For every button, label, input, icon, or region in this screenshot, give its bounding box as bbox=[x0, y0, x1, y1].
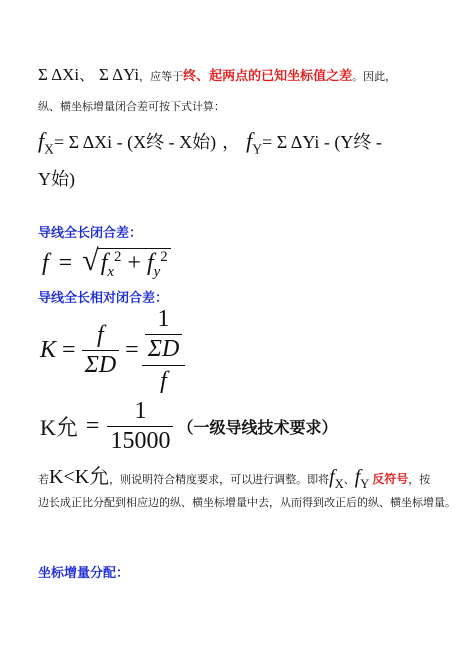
fy-symbol-inline: $f_Y$ bbox=[354, 466, 370, 491]
compound-denominator bbox=[145, 334, 183, 395]
fx-symbol: $f_X$ bbox=[38, 128, 54, 157]
sum-delta-x: Σ ΔXi bbox=[38, 65, 80, 84]
fx-rhs: = Σ ΔXi - (X终 - X始) bbox=[53, 132, 217, 152]
fraction-numerator: 1 bbox=[134, 398, 147, 424]
equals-sign-2: = bbox=[125, 337, 139, 363]
formula-separator: ， bbox=[222, 132, 241, 153]
sqrt-body bbox=[98, 248, 171, 281]
k-allowed-symbol: K允 bbox=[40, 415, 78, 440]
sqrt-sign: √ bbox=[82, 244, 99, 277]
fraction-f-over-sumd bbox=[82, 322, 120, 379]
adjust-paragraph-line-2: 边长成正比分配到相应边的纵、横坐标增量中去，从而得到改正后的纵、横坐标增量。 bbox=[38, 496, 456, 509]
formula-continuation: Y始) bbox=[38, 169, 75, 189]
inner-denominator: f bbox=[142, 365, 186, 395]
intro-text: ，应等于 bbox=[139, 70, 184, 83]
fraction-denominator: ΣD bbox=[82, 350, 120, 379]
equals-sign: = bbox=[62, 337, 76, 363]
fy-squared: $f_y^2$ bbox=[146, 249, 168, 280]
inner-numerator: ΣD bbox=[147, 336, 180, 362]
formula-total-error bbox=[42, 244, 171, 284]
fy-symbol: $f_Y$ bbox=[246, 128, 263, 157]
formula-relative-error bbox=[40, 306, 182, 395]
reverse-sign-highlight: 反符号 bbox=[372, 472, 409, 486]
inline-separator: 、 bbox=[343, 473, 355, 486]
heading-increment-distribution: 坐标增量分配： bbox=[38, 566, 130, 581]
fraction-numerator-one: 1 bbox=[157, 306, 170, 332]
fraction-one-over-15000 bbox=[107, 398, 173, 455]
plus-sign: + bbox=[127, 250, 141, 276]
formula-closure-x-y bbox=[38, 128, 382, 157]
fy-rhs: = Σ ΔYi - (Y终 - bbox=[262, 132, 382, 152]
fraction-numerator: f bbox=[97, 322, 104, 348]
requirement-note: （一级导线技术要求） bbox=[177, 418, 338, 437]
separator: 、 bbox=[79, 66, 95, 84]
equals-sign: = bbox=[58, 250, 73, 276]
adjust-paragraph-line-1 bbox=[38, 460, 430, 492]
heading-total-closure-error: 导线全长闭合差： bbox=[38, 226, 143, 241]
sum-delta-y: Σ ΔYi bbox=[98, 65, 140, 84]
if-prefix: 若 bbox=[38, 473, 49, 486]
fx-squared: $f_x^2$ bbox=[100, 249, 122, 280]
fraction-denominator: 15000 bbox=[107, 426, 173, 455]
intro-line-2: 纵、横坐标增量闭合差可按下式计算： bbox=[38, 100, 225, 113]
k-symbol: K bbox=[40, 337, 57, 363]
condition-k-less-kallow: K<K允 bbox=[49, 466, 110, 488]
formula-allowed-error bbox=[40, 398, 337, 455]
intro-line-1 bbox=[38, 64, 396, 85]
fx-symbol-inline: $f_X$ bbox=[329, 466, 344, 491]
heading-relative-closure-error: 导线全长相对闭合差： bbox=[38, 291, 169, 306]
highlight-known-difference: 终、起两点的已知坐标值之差 bbox=[183, 69, 353, 84]
adjust-text-1: ，则说明符合精度要求，可以进行调整。即将 bbox=[109, 473, 330, 486]
equals-sign: = bbox=[85, 413, 100, 439]
f-symbol: f bbox=[42, 250, 49, 276]
intro-text-end: 。因此， bbox=[352, 70, 397, 83]
adjust-text-2: ，按 bbox=[408, 473, 431, 486]
fraction-one-over-ratio bbox=[145, 306, 183, 395]
